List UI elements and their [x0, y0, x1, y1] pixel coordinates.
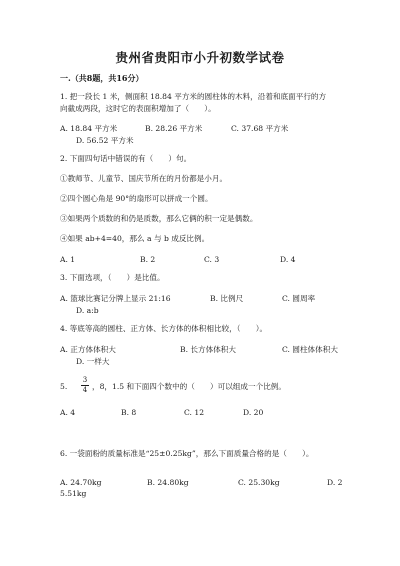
question-2-option-a: A. 1 [60, 255, 76, 264]
question-1-option-b: B. 28.26 平方米 [145, 124, 203, 133]
question-4-option-b: B. 长方体体积大 [180, 345, 236, 354]
question-6-option-a: A. 24.70kg [60, 478, 102, 487]
question-3-stem: 3. 下面选项，（ ）是比值。 [60, 273, 165, 282]
question-6-option-d-wrap: 5.51kg [60, 489, 87, 498]
question-5-option-a: A. 4 [60, 408, 76, 417]
question-1-option-a: A. 18.84 平方米 [60, 124, 118, 133]
question-3-option-b: B. 比例尺 [210, 294, 244, 303]
question-1-line-1: 1. 把一段长 1 米，侧面积 18.84 平方米的圆柱体的木料，沿着和底面平行的方 [60, 92, 327, 101]
question-6-option-c: C. 25.30kg [238, 478, 280, 487]
section-heading: 一.（共8题，共16分） [60, 73, 144, 83]
question-4-option-c: C. 圆柱体体积大 [282, 345, 338, 354]
question-2-statement-3: ③如果两个质数的和仍是质数，那么它俩的积一定是偶数。 [60, 214, 258, 223]
question-2-option-c: C. 3 [204, 255, 220, 264]
question-6-stem: 6. 一袋面粉的质量标准是“25±0.25kg”，那么下面质量合格的是（ ）。 [60, 449, 314, 458]
question-2-statement-1: ①教师节、儿童节、国庆节所在的月份都是小月。 [60, 174, 228, 183]
fraction-numerator: 3 [82, 376, 88, 384]
question-6-option-d: D. 2 [327, 478, 343, 487]
question-2-statement-2: ②四个圆心角是 90°的扇形可以拼成一个圆。 [60, 194, 213, 203]
question-5-number: 5. [60, 382, 68, 391]
question-3-option-a: A. 篮球比赛记分牌上显示 21:16 [60, 294, 171, 303]
question-3-option-c: C. 圆周率 [282, 294, 316, 303]
question-1-option-d: D. 56.52 平方米 [76, 136, 134, 145]
question-2-option-d: D. 4 [280, 255, 296, 264]
question-5-stem: ，8，1.5 和下面四个数中的（ ）可以组成一个比例。 [92, 382, 286, 391]
question-4-stem: 4. 等底等高的圆柱、正方体、长方体的体积相比较，（ ）。 [60, 324, 268, 333]
page-title: 贵州省贵阳市小升初数学试卷 [115, 50, 285, 65]
question-5-option-b: B. 8 [121, 408, 137, 417]
question-2-stem: 2. 下面四句话中错误的有（ ）句。 [60, 154, 192, 163]
question-2-option-b: B. 2 [140, 255, 156, 264]
question-4-option-d: D. 一样大 [76, 357, 110, 366]
fraction-denominator: 4 [82, 386, 88, 394]
question-6-option-b: B. 24.80kg [147, 478, 189, 487]
question-3-option-d: D. a:b [76, 306, 99, 315]
question-1-line-2: 向截成两段，这时它的表面积增加了（ ）。 [60, 104, 216, 113]
question-5-option-c: C. 12 [184, 408, 205, 417]
question-5-fraction [81, 376, 89, 394]
question-5-option-d: D. 20 [243, 408, 264, 417]
question-1-option-c: C. 37.68 平方米 [231, 124, 289, 133]
question-2-statement-4: ④如果 ab+4=40，那么 a 与 b 成反比例。 [60, 234, 210, 243]
question-4-option-a: A. 正方体体积大 [60, 345, 116, 354]
